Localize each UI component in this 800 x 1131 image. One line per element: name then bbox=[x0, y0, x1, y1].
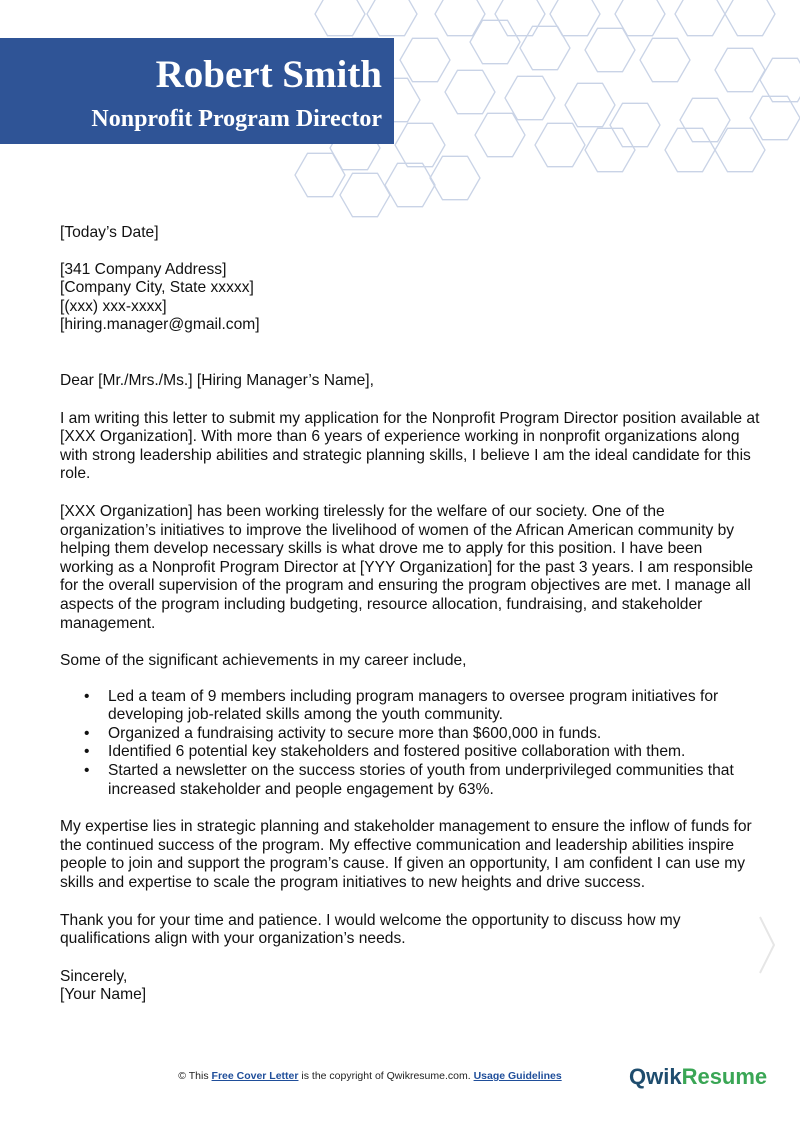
qwikresume-logo[interactable] bbox=[629, 1064, 767, 1090]
hexagon-shape bbox=[400, 38, 450, 81]
footer-copyright-text: is the copyright of Qwikresume.com. bbox=[301, 1070, 471, 1082]
hexagon-shape bbox=[435, 0, 485, 36]
hexagon-shape bbox=[665, 128, 715, 171]
list-item: • Identified 6 potential key stakeholders and fostered positive collaboration with them. bbox=[108, 743, 760, 762]
recipient-block bbox=[60, 261, 760, 335]
usage-guidelines-link[interactable]: Usage Guidelines bbox=[473, 1070, 562, 1082]
logo-text-qwik: Qwik bbox=[629, 1064, 682, 1089]
date: [Today’s Date] bbox=[60, 224, 159, 241]
company-city-state: [Company City, State xxxxx] bbox=[60, 279, 254, 297]
candidate-name: Robert Smith bbox=[155, 53, 382, 96]
list-item: • Started a newsletter on the success stories of youth from underprivileged communities that increased stakeholder and people engagement by 63%. bbox=[108, 762, 760, 799]
hexagon-shape bbox=[610, 103, 660, 146]
company-address: [341 Company Address] bbox=[60, 260, 227, 278]
signature: [Your Name] bbox=[60, 986, 147, 1004]
salutation: Dear [Mr./Mrs./Ms.] [Hiring Manager’s Name], bbox=[60, 371, 374, 389]
hexagon-shape bbox=[725, 0, 775, 36]
hexagon-shape bbox=[550, 0, 600, 36]
hexagon-shape bbox=[340, 173, 390, 216]
hexagon-shape bbox=[535, 123, 585, 166]
achievements-intro: Some of the significant achievements in my career include, bbox=[60, 652, 467, 670]
closing-block bbox=[60, 968, 760, 1005]
hexagon-shape bbox=[315, 0, 365, 36]
hexagon-shape bbox=[715, 128, 765, 171]
hexagon-shape bbox=[640, 38, 690, 81]
logo-text-resume: Resume bbox=[681, 1064, 768, 1089]
hexagon-shape bbox=[520, 26, 570, 69]
paragraph-intro: I am writing this letter to submit my application for the Nonprofit Program Director position available at [XXX Organization]. With more than 6 years of experience working in nonprofit organizations along with strong leadership abilities and strategic planning skills, I believe I am the ideal candidate for this role. bbox=[60, 409, 760, 483]
job-title: Nonprofit Program Director bbox=[91, 106, 382, 132]
paragraph-expertise: My expertise lies in strategic planning and stakeholder management to ensure the inflow of funds for the continued success of the program. My effective communication and leadership abilities inspire people to join and support the program’s cause. If given an opportunity, I am confident I can use my skills and expertise to scale the program initiatives to new heights and drive success. bbox=[60, 818, 752, 892]
letter-body bbox=[60, 224, 760, 1005]
footer-prefix: © This bbox=[178, 1070, 209, 1082]
hexagon-shape bbox=[367, 0, 417, 36]
hexagon-shape bbox=[760, 58, 800, 101]
free-cover-letter-link[interactable]: Free Cover Letter bbox=[211, 1070, 299, 1082]
name-banner bbox=[0, 38, 394, 144]
list-item: • Organized a fundraising activity to secure more than $600,000 in funds. bbox=[108, 725, 760, 744]
hexagon-shape bbox=[445, 70, 495, 113]
achievements-list bbox=[60, 688, 760, 800]
hexagon-shape bbox=[565, 83, 615, 126]
phone: [(xxx) xxx-xxxx] bbox=[60, 297, 167, 315]
hexagon-shape bbox=[615, 0, 665, 36]
hexagon-shape bbox=[430, 156, 480, 199]
paragraph-thanks: Thank you for your time and patience. I would welcome the opportunity to discuss how my qualifications align with your organization’s needs. bbox=[60, 911, 681, 948]
hexagon-shape bbox=[395, 123, 445, 166]
chevron-right-icon bbox=[758, 915, 776, 975]
hexagon-shape bbox=[495, 0, 545, 36]
closing: Sincerely, bbox=[60, 967, 128, 985]
email: [hiring.manager@gmail.com] bbox=[60, 316, 260, 334]
hexagon-shape bbox=[750, 96, 800, 139]
hexagon-shape bbox=[675, 0, 725, 36]
hexagon-shape bbox=[715, 48, 765, 91]
list-item: • Led a team of 9 members including program managers to oversee program initiatives for developing job-related skills among the youth community. bbox=[108, 688, 760, 725]
hexagon-shape bbox=[385, 163, 435, 206]
hexagon-shape bbox=[585, 128, 635, 171]
hexagon-shape bbox=[680, 98, 730, 141]
paragraph-organization: [XXX Organization] has been working tirelessly for the welfare of our society. One of the organization’s initiatives to improve the livelihood of women of the African American community by helping them develop necessary skills is what drove me to apply for this position. I have been working as a Nonprofit Program Director at [YYY Organization] for the past 3 years. I am responsible for the overall supervision of the program and ensuring the program objectives are met. I manage all aspects of the program including budgeting, resource allocation, fundraising, and stakeholder management. bbox=[60, 502, 754, 632]
